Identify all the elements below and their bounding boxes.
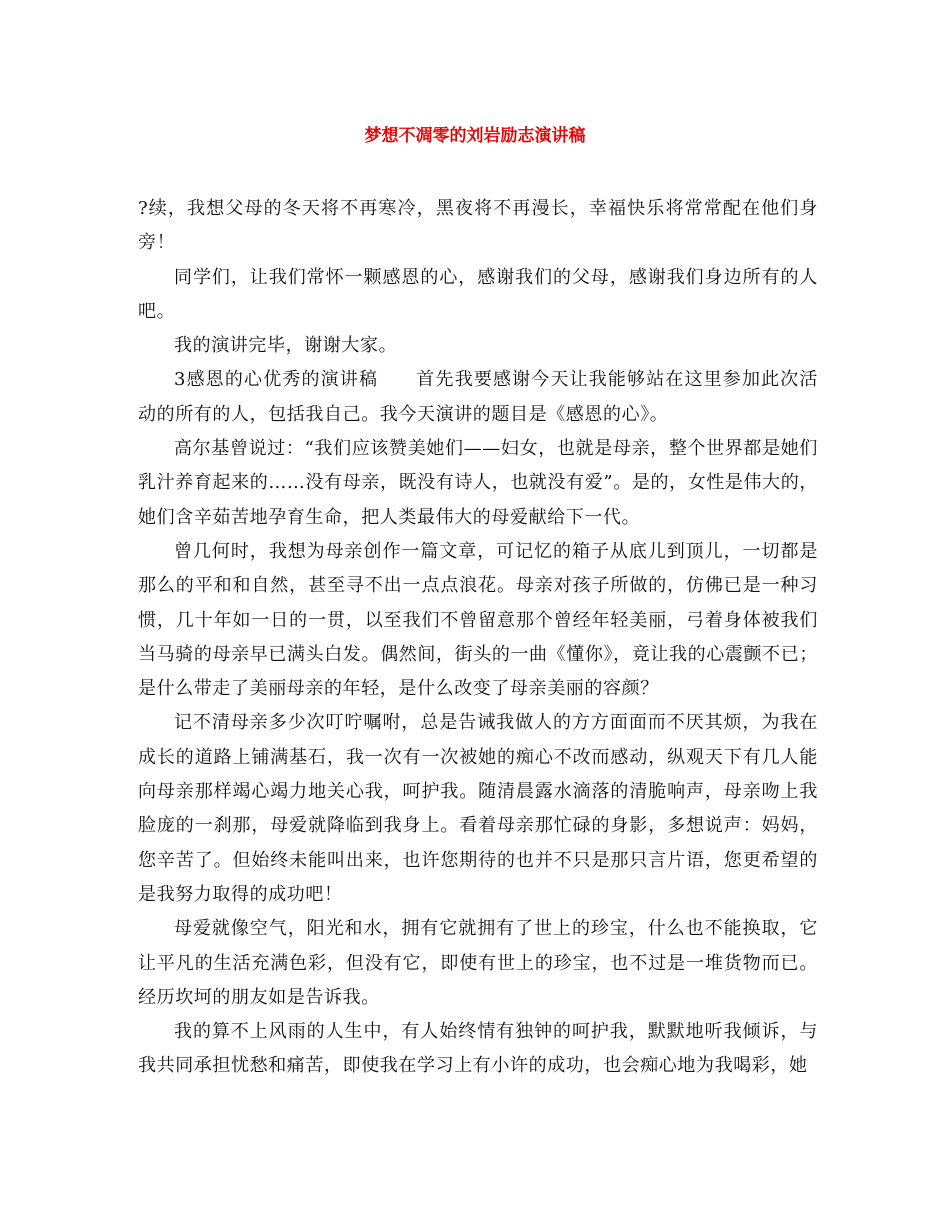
- paragraph-2: 同学们，让我们常怀一颗感恩的心，感谢我们的父母，感谢我们身边所有的人吧。: [138, 266, 818, 322]
- paragraph-3: 我的演讲完毕，谢谢大家。: [174, 335, 398, 357]
- document-body: [138, 192, 818, 1084]
- paragraph-9: 我的算不上风雨的人生中，有人始终情有独钟的呵护我，默默地听我倾诉，与我共同承担忧愁和痛苦，即使我在学习上有小许的成功，也会痴心地为我喝彩，她: [138, 1021, 818, 1077]
- paragraph-6: 曾几何时，我想为母亲创作一篇文章，可记忆的箱子从底儿到顶儿，一切都是那么的平和和自然，甚至寻不出一点点浪花。母亲对孩子所做的，仿佛已是一种习惯，几十年如一日的一贯，以至我们不曾留意那个曾经年轻美丽，弓着身体被我们当马骑的母亲早已满头白发。偶然间，街头的一曲《懂你》，竟让我的心震颤不已；是什么带走了美丽母亲的年轻，是什么改变了母亲美丽的容颜？: [138, 540, 818, 700]
- paragraph-5: 高尔基曾说过：“我们应该赞美她们——妇女，也就是母亲，整个世界都是她们乳汁养育起来的……没有母亲，既没有诗人，也就没有爱”。是的，女性是伟大的，她们含辛茹苦地孕育生命，把人类最伟大的母爱献给下一代。: [138, 438, 818, 528]
- paragraph-1: ?续，我想父母的冬天将不再寒冷，黑夜将不再漫长，幸福快乐将常常配在他们身旁！: [138, 198, 818, 254]
- page-title: 梦想不凋零的刘岩励志演讲稿: [364, 126, 586, 146]
- paragraph-7: 记不清母亲多少次叮咛嘱咐，总是告诫我做人的方方面面而不厌其烦，为我在成长的道路上铺满基石，我一次有一次被她的痴心不改而感动，纵观天下有几人能向母亲那样竭心竭力地关心我，呵护我。随清晨露水滴落的清脆响声，母亲吻上我脸庞的一刹那，母爱就降临到我身上。看着母亲那忙碌的身影，多想说声：妈妈，您辛苦了。但始终未能叫出来，也许您期待的也并不只是那只言片语，您更希望的是我努力取得的成功吧！: [138, 712, 818, 905]
- paragraph-4: 3感恩的心优秀的演讲稿 首先我要感谢今天让我能够站在这里参加此次活动的所有的人，包括我自己。我今天演讲的题目是《感恩的心》。: [138, 369, 818, 425]
- paragraph-8: 母爱就像空气，阳光和水，拥有它就拥有了世上的珍宝，什么也不能换取，它让平凡的生活充满色彩，但没有它，即使有世上的珍宝，也不过是一堆货物而已。经历坎坷的朋友如是告诉我。: [138, 918, 818, 1008]
